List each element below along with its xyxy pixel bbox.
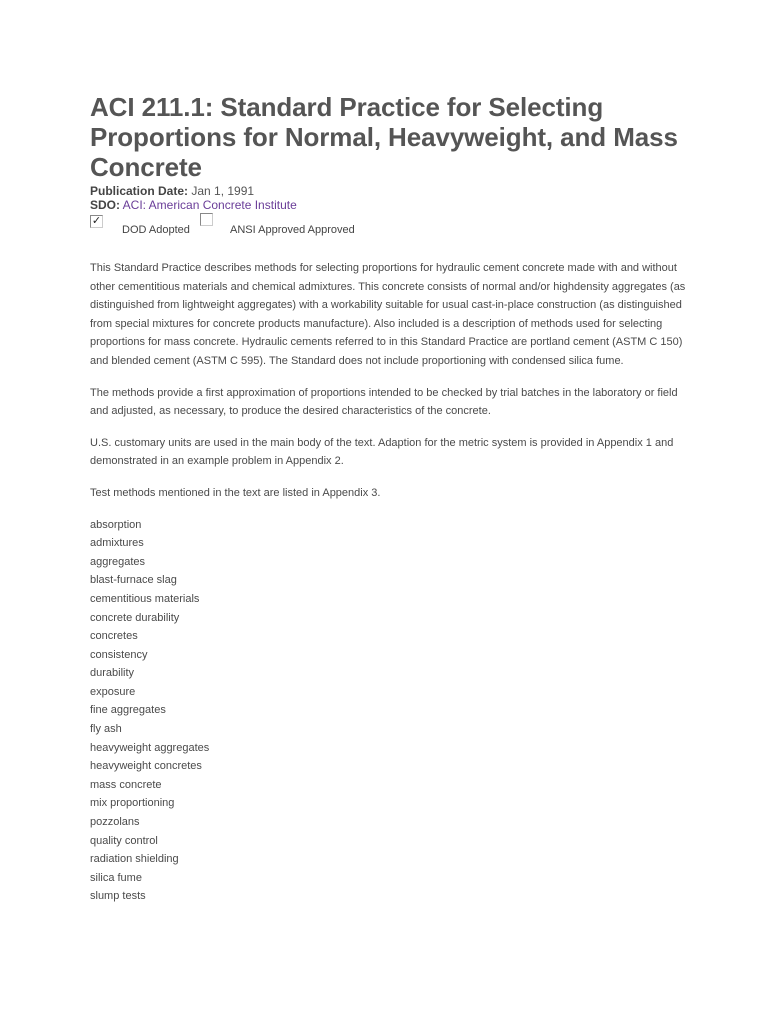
approval-flags bbox=[90, 212, 690, 248]
keyword-item: cementitious materials bbox=[90, 592, 200, 605]
keyword-list bbox=[90, 516, 690, 906]
paragraph: This Standard Practice describes methods for selecting proportions for hydraulic cement concrete made with and without other cementitious materials and chemical admixtures. This concrete consists of normal and/or highdensity aggregates (as distinguished from lightweight aggregates) with a workability suitable for usual cast-in-place construction (as distinguished from special mixtures for concrete products manufacture). Also included is a description of methods used for selecting proportions for mass concrete. Hydraulic cements referred to in this Standard Practice are portland cement (ASTM C 150) and blended cement (ASTM C 595). The Standard does not include proportioning with condensed silica fume. bbox=[90, 262, 686, 367]
publication-date bbox=[90, 184, 690, 198]
keyword-item: fine aggregates bbox=[90, 704, 166, 717]
paragraph: U.S. customary units are used in the main body of the text. Adaption for the metric system is provided in Appendix 1 and demonstrated in an example problem in Appendix 2. bbox=[90, 436, 674, 468]
keyword-item: pozzolans bbox=[90, 816, 140, 829]
keyword-item: aggregates bbox=[90, 555, 146, 568]
sdo-link[interactable]: ACI: American Concrete Institute bbox=[122, 198, 297, 212]
document bbox=[90, 92, 690, 906]
page-title: ACI 211.1: Standard Practice for Selecting Proportions for Normal, Heavyweight, and Mass Concrete bbox=[90, 92, 678, 182]
keyword-item: heavyweight aggregates bbox=[90, 741, 210, 754]
keyword-item: fly ash bbox=[90, 723, 122, 736]
keyword-item: quality control bbox=[90, 834, 158, 847]
keyword-item: concretes bbox=[90, 630, 138, 643]
keyword-item: concrete durability bbox=[90, 611, 180, 624]
keyword-item: durability bbox=[90, 667, 135, 680]
sdo-label: SDO: bbox=[90, 198, 120, 212]
keyword-item: mass concrete bbox=[90, 778, 162, 791]
ansi-approved-checkbox[interactable] bbox=[200, 213, 213, 226]
publication-date-label: Publication Date: bbox=[90, 184, 189, 198]
keyword-item: silica fume bbox=[90, 871, 142, 884]
keyword-item: heavyweight concretes bbox=[90, 760, 202, 773]
keyword-item: blast-furnace slag bbox=[90, 574, 177, 587]
keyword-item: radiation shielding bbox=[90, 853, 179, 866]
keyword-item: exposure bbox=[90, 685, 136, 698]
keyword-item: mix proportioning bbox=[90, 797, 175, 810]
keyword-item: admixtures bbox=[90, 537, 144, 550]
ansi-approved-label: ANSI Approved Approved bbox=[230, 224, 355, 236]
paragraph: The methods provide a first approximation of proportions intended to be checked by trial batches in the laboratory or field and adjusted, as necessary, to produce the desired characteristics of the concrete. bbox=[90, 386, 678, 418]
paragraph: Test methods mentioned in the text are listed in Appendix 3. bbox=[90, 486, 381, 499]
publication-date-value: Jan 1, 1991 bbox=[191, 184, 255, 198]
keyword-item: absorption bbox=[90, 518, 142, 531]
keyword-item: slump tests bbox=[90, 890, 146, 903]
keyword-item: consistency bbox=[90, 648, 148, 661]
dod-adopted-checkbox[interactable]: ✓ bbox=[91, 215, 102, 227]
dod-adopted-label: DOD Adopted bbox=[122, 224, 190, 236]
sdo bbox=[90, 198, 690, 212]
description bbox=[90, 259, 690, 503]
